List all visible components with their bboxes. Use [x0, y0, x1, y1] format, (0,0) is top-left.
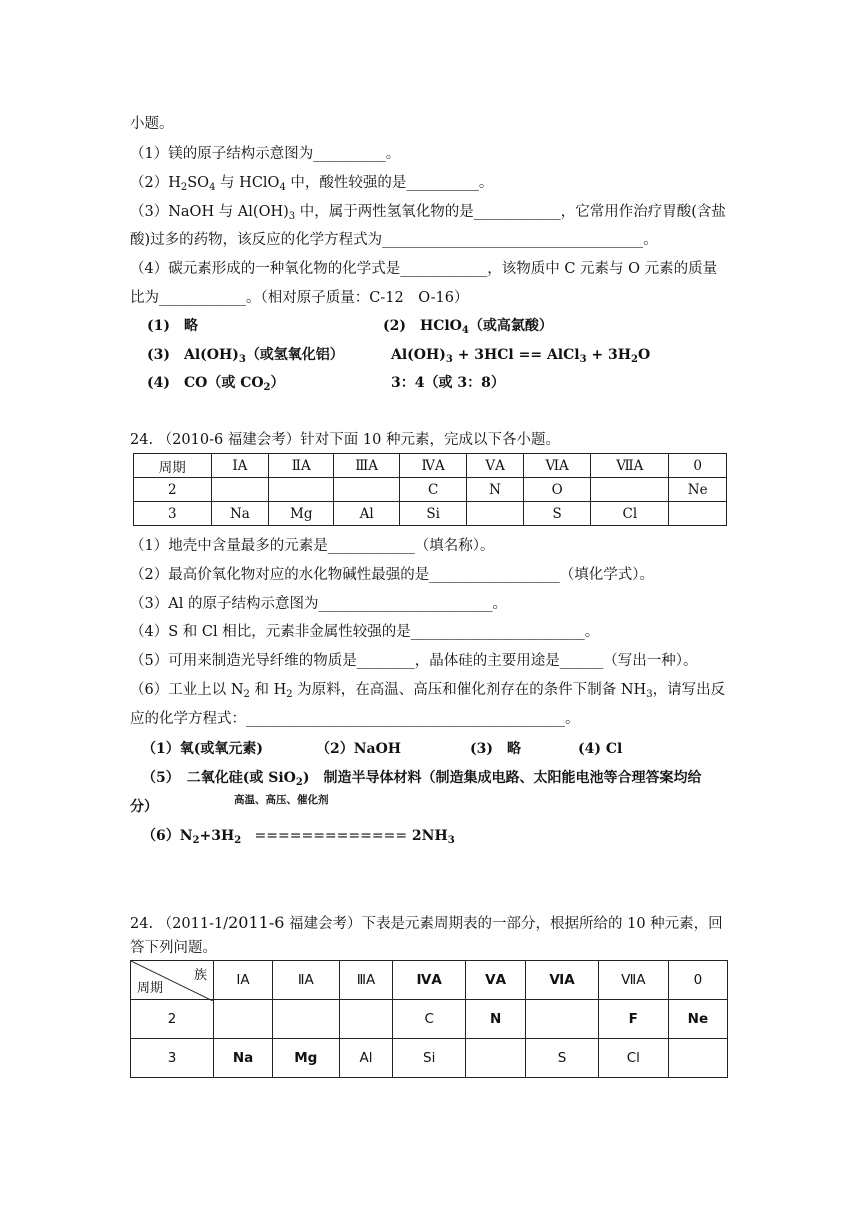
q24a-answer-6: $(6)N_2+3H_2$ ============= $2NH_3$: [142, 828, 455, 846]
q24a-title: 24. （2010-6 福建会考）针对下面 10 种元素，完成以下各小题。: [130, 432, 560, 448]
table-cell: [269, 478, 334, 502]
q24b-title-line2: 答下列问题。: [130, 940, 217, 956]
q24a-answer-6-condition: 高温、高压、催化剂: [234, 794, 329, 806]
table-cell: [591, 478, 669, 502]
q23-answer-4-ratio: 3：4（或 3：8）: [391, 375, 505, 391]
table-cell: ⅠA: [211, 454, 269, 478]
table-cell: [465, 1039, 525, 1078]
q23-q4-line2: 比为____________。（相对原子质量：C-12 O-16）: [130, 290, 469, 306]
table-row: [134, 478, 727, 502]
table-cell: Cl: [591, 502, 669, 526]
q23-answer-3: (3) $Al(OH)_3$（或氢氧化铝）: [147, 347, 344, 365]
table-cell: Si: [400, 502, 467, 526]
table-cell: ⅢA: [334, 454, 400, 478]
q24a-answer-5-line1: （5） 二氧化硅(或 SiO$_2$) 制造半导体材料（制造集成电路、太阳能电池等合理答案均给: [142, 770, 702, 788]
table-cell: Na: [211, 502, 269, 526]
table-diagonal-header: [131, 961, 214, 1000]
q23-intro-tail: 小题。: [130, 116, 174, 132]
table-cell: Cl: [598, 1039, 668, 1078]
q23-answer-3-equation: $Al(OH)_3 + 3HCl$ == AlCl$_3$ + $3H_2O$: [391, 347, 651, 365]
table-cell: Ne: [669, 478, 727, 502]
table-cell: [273, 1000, 339, 1039]
table-cell: ⅡA: [269, 454, 334, 478]
table-cell: C: [393, 1000, 465, 1039]
q24a-q6-line1: （6）工业上以 $N_2$ 和 $H_2$ 为原料，在高温、高压和催化剂存在的条件下制备 $NH_3$，请写出反: [130, 682, 726, 700]
table-cell: F: [598, 1000, 668, 1039]
table-row: [131, 961, 728, 1000]
table-cell: Al: [334, 502, 400, 526]
table-cell: ⅣA: [393, 961, 465, 1000]
table-cell: N: [465, 1000, 525, 1039]
table-cell: ⅥA: [523, 454, 590, 478]
table-cell: 3: [134, 502, 212, 526]
q24a-q5: （5）可用来制造光导纤维的物质是________，晶体硅的主要用途是______（写出一种）。: [130, 653, 698, 669]
q24a-answer-2: （2）NaOH: [316, 741, 402, 757]
q23-q4-line1: （4）碳元素形成的一种氧化物的化学式是____________，该物质中 C 元素与 O 元素的质量: [130, 261, 718, 277]
table-cell: [668, 1039, 727, 1078]
q24a-q1: （1）地壳中含量最多的元素是____________（填名称）。: [130, 538, 495, 554]
table-cell: 0: [668, 961, 727, 1000]
table-cell: ⅣA: [400, 454, 467, 478]
q23-answer-4: (4) CO（或 $CO_2$）: [147, 375, 285, 393]
table-cell: C: [400, 478, 467, 502]
table-cell: 周期: [134, 454, 212, 478]
table-cell: ⅠA: [214, 961, 273, 1000]
q24a-answer-5-line2: 分）: [130, 799, 158, 815]
table-cell: ⅢA: [339, 961, 393, 1000]
q23-q1: （1）镁的原子结构示意图为__________。: [130, 146, 401, 162]
periodic-table-2010: [133, 453, 727, 526]
q24a-q2: （2）最高价氧化物对应的水化物碱性最强的是__________________（填化学式）。: [130, 567, 654, 583]
q23-q3-line1: （3）NaOH 与 $Al(OH)_3$ 中，属于两性氢氧化物的是____________，它常用作治疗胃酸(含盐: [130, 204, 726, 222]
q23-q2: $(2)H_2SO_4$ 与 HClO$_4$ 中，酸性较强的是__________。: [130, 175, 494, 193]
table-cell: [467, 502, 524, 526]
table-row: [134, 502, 727, 526]
table-cell: O: [523, 478, 590, 502]
table-cell: S: [526, 1039, 599, 1078]
q24a-answer-4: (4) Cl: [578, 741, 623, 757]
table-cell: Mg: [269, 502, 334, 526]
table-cell: 0: [669, 454, 727, 478]
q24a-q4: （4）S 和 Cl 相比，元素非金属性较强的是________________________。: [130, 624, 600, 640]
table-cell: 3: [131, 1039, 214, 1078]
table-cell: Mg: [273, 1039, 339, 1078]
table-cell: ⅦA: [598, 961, 668, 1000]
table-cell: S: [523, 502, 590, 526]
table-cell: ⅥA: [526, 961, 599, 1000]
table-cell: 2: [134, 478, 212, 502]
q23-answer-2: (2) HClO$_4$（或高氯酸）: [383, 318, 553, 336]
table-cell: [214, 1000, 273, 1039]
q23-q3-line2: 酸)过多的药物，该反应的化学方程式为____________________________________。: [130, 232, 658, 248]
table-cell: ⅦA: [591, 454, 669, 478]
table-cell: [669, 502, 727, 526]
periodic-table-2011: [130, 960, 728, 1078]
q24b-title-line1: 24. （2011-1/2011-6 福建会考）下表是元素周期表的一部分，根据所给的 10 种元素，回: [130, 913, 723, 932]
table-cell: ⅡA: [273, 961, 339, 1000]
q23-answer-1: (1) 略: [147, 318, 198, 334]
table-cell: N: [467, 478, 524, 502]
table-row: [131, 1039, 728, 1078]
header-group-label: 族: [193, 968, 207, 983]
table-cell: [339, 1000, 393, 1039]
table-cell: [526, 1000, 599, 1039]
table-cell: Si: [393, 1039, 465, 1078]
q24a-q6-line2: 应的化学方程式：____________________________________________。: [130, 711, 580, 727]
table-cell: Na: [214, 1039, 273, 1078]
header-period-label: 周期: [137, 981, 164, 996]
table-cell: [334, 478, 400, 502]
table-cell: Ne: [668, 1000, 727, 1039]
table-cell: Al: [339, 1039, 393, 1078]
table-cell: ⅤA: [465, 961, 525, 1000]
q24a-answer-1: （1）氧(或氧元素): [142, 741, 263, 757]
q24a-q3: （3）Al 的原子结构示意图为________________________。: [130, 596, 507, 612]
q24a-answer-3: (3) 略: [470, 741, 521, 757]
table-cell: [211, 478, 269, 502]
table-row: [134, 454, 727, 478]
table-cell: 2: [131, 1000, 214, 1039]
table-cell: ⅤA: [467, 454, 524, 478]
table-row: [131, 1000, 728, 1039]
